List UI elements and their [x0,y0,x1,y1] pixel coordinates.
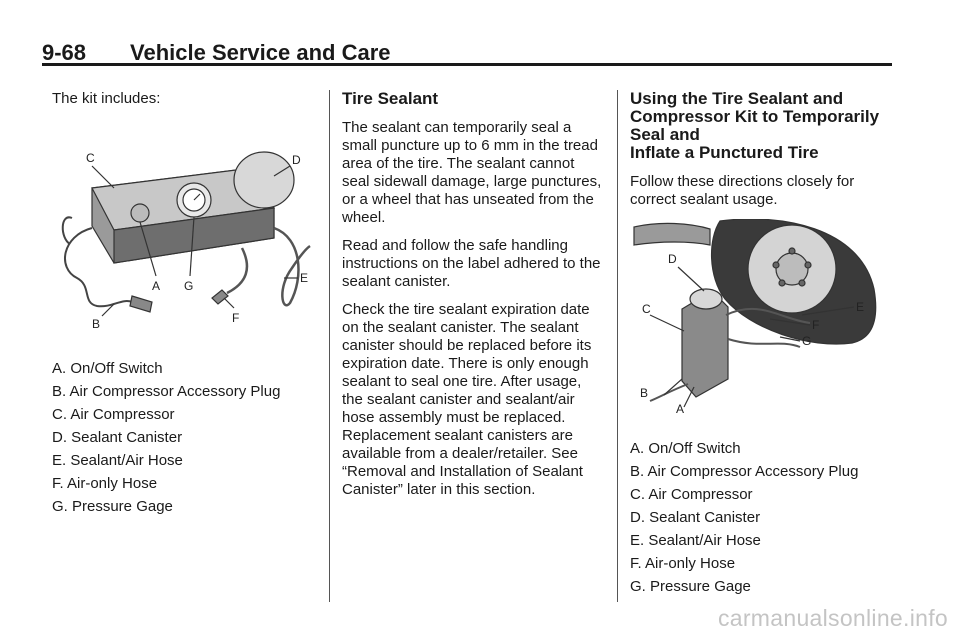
figure-label-d: D [668,252,677,266]
figure-label-a: A [676,402,685,414]
sealant-canister [234,152,294,208]
figure-label-b: B [640,386,649,400]
figure-label-a: A [152,279,161,293]
column-middle [342,90,602,509]
list-item: B. Air Compressor Accessory Plug [52,383,281,400]
kit-in-use-illustration [630,219,880,414]
air-only-hose [227,248,247,293]
heading-line-2: Inflate a Punctured Tire [630,143,819,162]
column-left [52,90,320,521]
tire-sealant-heading: Tire Sealant [342,89,439,108]
list-item: C. Air Compressor [630,486,753,503]
figure-label-e: E [300,271,309,285]
list-item: C. Air Compressor [52,406,175,423]
page-number: 9-68 [42,40,87,65]
list-item: G. Pressure Gage [52,498,173,515]
kit-parts-list [630,440,890,601]
accessory-plug [130,296,152,312]
figure-label-g: G [802,334,812,348]
figure-label-c: C [642,302,651,316]
paragraph: Check the tire sealant expiration date on the sealant canister. The sealant canister should be replaced before its expiration date. There is only enough sealant to seal one tire. After usage, the sealant canister and sealant/air hose assembly must be replaced. Replacement sealant canisters are available from a dealer/retailer. See “Removal and Installation of Sealant Canister” later in this section. [342,301,592,498]
list-item: B. Air Compressor Accessory Plug [630,463,859,480]
list-item: A. On/Off Switch [52,360,163,377]
list-item: D. Sealant Canister [630,509,761,526]
section-title: Vehicle Service and Care [130,40,391,65]
canister [690,289,722,309]
figure-label-e: E [856,300,865,314]
watermark: carmanualsonline.info [717,605,948,631]
figure-label-b: B [92,317,101,331]
list-item: G. Pressure Gage [630,578,751,595]
kit-intro: The kit includes: [52,90,161,107]
on-off-switch [131,204,149,222]
paragraph: Read and follow the safe handling instructions on the label adhered to the sealant canister. [342,237,601,290]
procedure-intro: Follow these directions closely for correct sealant usage. [630,173,855,208]
list-item: E. Sealant/Air Hose [630,532,761,549]
column-divider-2 [617,90,618,602]
list-item: F. Air-only Hose [630,555,736,572]
paragraph: The sealant can temporarily seal a small puncture up to 6 mm in the tread area of the tire. The sealant cannot seal sidewall damage, large punctures, or a wheel that has unseated from the wheel. [342,119,602,226]
list-item: F. Air-only Hose [52,475,158,492]
list-item: D. Sealant Canister [52,429,183,446]
procedure-heading [630,90,890,162]
figure-label-c: C [86,151,95,165]
column-right [630,90,890,601]
kit-parts-list [52,360,320,521]
kit-contents-illustration [52,118,320,332]
page-header [42,36,892,66]
figure-label-f: F [812,318,820,332]
list-item: A. On/Off Switch [630,440,741,457]
list-item: E. Sealant/Air Hose [52,452,183,469]
sealant-air-hose [274,228,310,305]
heading-line-1: Using the Tire Sealant and Compressor Kit to Temporarily Seal and [630,89,880,144]
column-divider-1 [329,90,330,602]
figure-label-d: D [292,153,301,167]
figure-label-f: F [232,311,240,325]
figure-label-g: G [184,279,194,293]
